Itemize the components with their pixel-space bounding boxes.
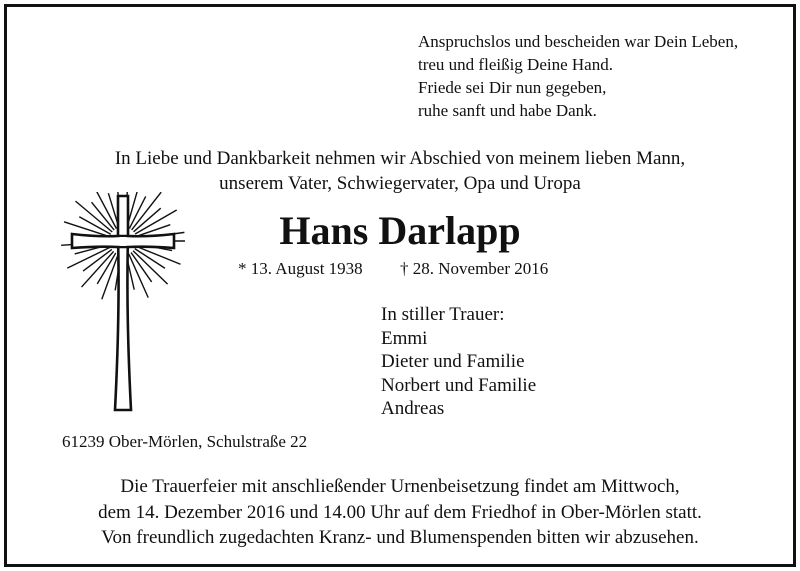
mourner-name: Dieter und Familie	[381, 351, 525, 372]
intro-line: unserem Vater, Schwiegervater, Opa und Uropa	[219, 173, 581, 194]
mourners-block	[381, 303, 536, 421]
death-date: † 28. November 2016	[400, 259, 549, 278]
mourner-name: Emmi	[381, 327, 428, 349]
mourner-name: Norbert und Familie	[381, 374, 537, 396]
intro-line: In Liebe und Dankbarkeit nehmen wir Abschied von meinem lieben Mann,	[114, 148, 686, 169]
deceased-name: Hans Darlapp	[279, 208, 521, 253]
poem	[418, 30, 738, 122]
ceremony-line: Die Trauerfeier mit anschließender Urnenbeisetzung findet am Mittwoch,	[120, 476, 680, 497]
poem-line: ruhe sanft und habe Dank.	[418, 101, 597, 120]
birth-date: * 13. August 1938	[238, 259, 363, 278]
mourner-name: Andreas	[381, 398, 445, 419]
ceremony-line: dem 14. Dezember 2016 und 14.00 Uhr auf dem Friedhof in Ober-Mörlen statt.	[98, 501, 702, 523]
poem-line: treu und fleißig Deine Hand.	[418, 55, 613, 74]
ceremony-line: Von freundlich zugedachten Kranz- und Blumenspenden bitten wir abzusehen.	[101, 527, 699, 548]
ceremony-text	[0, 474, 800, 551]
intro-text	[0, 146, 800, 196]
poem-line: Anspruchslos und bescheiden war Dein Leben,	[418, 32, 739, 51]
address: 61239 Ober-Mörlen, Schulstraße 22	[62, 432, 308, 451]
poem-line: Friede sei Dir nun gegeben,	[418, 78, 607, 97]
mourners-heading: In stiller Trauer:	[381, 304, 505, 325]
